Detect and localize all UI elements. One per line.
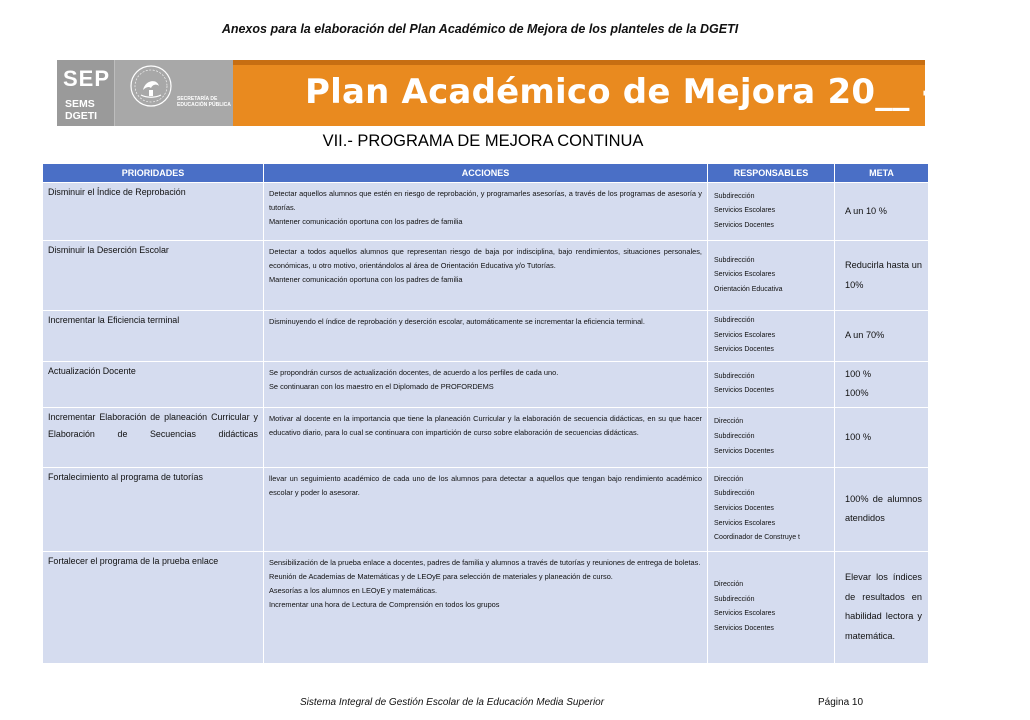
cell-prioridad: Incrementar la Eficiencia terminal	[43, 311, 264, 362]
dgeti-logo-text: DGETI	[65, 110, 98, 122]
cell-meta	[835, 183, 929, 241]
responsable-line: Orientación Educativa	[714, 285, 783, 293]
national-seal-icon	[129, 64, 173, 108]
header-acciones: ACCIONES	[264, 164, 708, 183]
table-row	[43, 183, 929, 241]
cell-responsables	[708, 361, 835, 407]
table-row	[43, 241, 929, 311]
table-row	[43, 551, 929, 663]
table-row	[43, 407, 929, 467]
accion-line: Mantener comunicación oportuna con los padres de familia	[269, 275, 463, 285]
accion-line: Detectar aquellos alumnos que estén en riesgo de reprobación, y programarles asesorías, a través de los programas de asesoría y tutorías.	[269, 189, 702, 213]
table-header-row	[43, 164, 929, 183]
cell-meta	[835, 407, 929, 467]
meta-line: 100 %	[845, 368, 872, 379]
meta-line: A un 10 %	[845, 205, 887, 216]
cell-responsables	[708, 241, 835, 311]
responsable-line: Subdirección	[714, 256, 755, 264]
table-row	[43, 311, 929, 362]
meta-line: Elevar los índices de resultados en habilidad lectora y matemática.	[845, 572, 922, 641]
header-meta: META	[835, 164, 929, 183]
accion-line: Motivar al docente en la importancia que tiene la planeación Curricular y la elaboración de secuencia didácticas, en su que hacer educativo diario, para lo cual se continuara con impartición de curso sobre elaboración de secuencias didácticas.	[269, 413, 702, 437]
cell-meta	[835, 467, 929, 551]
improvement-table-container	[42, 163, 928, 664]
accion-line: Se propondrán cursos de actualización docentes, de acuerdo a los perfiles de cada uno.	[269, 367, 559, 377]
meta-line: 100 %	[845, 431, 872, 442]
accion-line: Disminuyendo el índice de reprobación y deserción escolar, automáticamente se incrementar la eficiencia terminal.	[269, 317, 645, 326]
accion-line: Reunión de Academias de Matemáticas y de LEOyE para selección de materiales y planeación de curso.	[269, 571, 613, 581]
responsable-line: Subdirección	[714, 192, 755, 200]
responsable-line: Dirección	[714, 418, 744, 426]
cell-meta	[835, 361, 929, 407]
responsable-line: Subdirección	[714, 432, 755, 440]
cell-prioridad: Actualización Docente	[43, 361, 264, 407]
cell-acciones	[264, 183, 708, 241]
responsable-line: Servicios Docentes	[714, 221, 774, 229]
table-row	[43, 361, 929, 407]
cell-meta	[835, 241, 929, 311]
responsable-line: Subdirección	[714, 490, 755, 498]
cell-acciones	[264, 241, 708, 311]
responsable-line: Subdirección	[714, 595, 755, 603]
document-header: Anexos para la elaboración del Plan Académico de Mejora de los planteles de la DGETI	[221, 22, 739, 36]
accion-line: Mantener comunicación oportuna con los padres de familia	[269, 217, 463, 227]
plan-banner	[57, 60, 1030, 126]
responsable-line: Servicios Escolares	[714, 610, 776, 618]
header-prioridades: PRIORIDADES	[43, 164, 264, 183]
responsable-line: Servicios Escolares	[714, 271, 776, 279]
footer-text: Sistema Integral de Gestión Escolar de la Educación Media Superior	[300, 697, 605, 708]
responsable-line: Dirección	[714, 475, 744, 483]
responsable-line: Servicios Escolares	[714, 519, 776, 527]
accion-line: Se continuaran con los maestro en el Diplomado de PROFORDEMS	[269, 381, 494, 391]
cell-prioridad: Fortalecimiento al programa de tutorías	[43, 467, 264, 551]
cell-acciones	[264, 467, 708, 551]
sep-logo	[57, 60, 115, 126]
meta-line: 100% de alumnos atendidos	[845, 493, 922, 524]
cell-acciones	[264, 311, 708, 362]
responsable-line: Servicios Docentes	[714, 447, 774, 455]
improvement-table	[42, 163, 929, 664]
cell-meta	[835, 311, 929, 362]
cell-prioridad: Disminuir la Deserción Escolar	[43, 241, 264, 311]
meta-line: A un 70%	[845, 330, 885, 341]
page-number: Página 10	[818, 697, 864, 708]
table-row	[43, 467, 929, 551]
header-responsables: RESPONSABLES	[708, 164, 835, 183]
responsable-line: Subdirección	[714, 372, 755, 380]
responsable-line: Servicios Docentes	[714, 624, 774, 632]
responsable-line: Coordinador de Construye t	[714, 534, 800, 542]
cell-prioridad: Fortalecer el programa de la prueba enlace	[43, 551, 264, 663]
seal-area	[115, 60, 233, 126]
meta-line: 100%	[845, 388, 869, 399]
section-title: VII.- PROGRAMA DE MEJORA CONTINUA	[322, 132, 644, 150]
cell-responsables	[708, 407, 835, 467]
cell-meta	[835, 551, 929, 663]
cell-prioridad: Incrementar Elaboración de planeación Curricular y Elaboración de Secuencias didácticas	[43, 407, 264, 467]
table-body	[43, 183, 929, 664]
sems-logo-text: SEMS	[65, 98, 95, 110]
seal-caption: SECRETARÍA DE EDUCACIÓN PÚBLICA	[177, 96, 231, 108]
accion-line: Sensibilización de la prueba enlace a docentes, padres de familia y alumnos a través de tutorías y reuniones de entrega de boletas.	[269, 557, 701, 567]
cell-responsables	[708, 183, 835, 241]
banner-title: Plan Académico de Mejora 20__ - 20__	[305, 72, 1030, 112]
responsable-line: Dirección	[714, 581, 744, 589]
cell-responsables	[708, 311, 835, 362]
sep-logo-text: SEP	[63, 66, 111, 91]
accion-line: Detectar a todos aquellos alumnos que representan riesgo de baja por indisciplina, bajo rendimientos, situaciones personales, económicas, u otro motivo, orientándolos al área de Orientación Educativa y/o Tutorías.	[269, 247, 702, 271]
accion-line: llevar un seguimiento académico de cada uno de los alumnos para detectar a aquellos que tengan bajo rendimiento académico escolar y poder lo asesorar.	[269, 473, 702, 497]
accion-line: Asesorías a los alumnos en LEOyE y matemáticas.	[269, 586, 438, 596]
cell-acciones	[264, 551, 708, 663]
responsable-line: Servicios Escolares	[714, 331, 776, 339]
responsable-line: Servicios Docentes	[714, 387, 774, 395]
cell-acciones	[264, 361, 708, 407]
banner-logo-area	[57, 60, 233, 126]
meta-line: Reducirla hasta un 10%	[845, 260, 922, 290]
cell-acciones	[264, 407, 708, 467]
responsable-line: Servicios Docentes	[714, 346, 774, 354]
cell-prioridad: Disminuir el Índice de Reprobación	[43, 183, 264, 241]
responsable-line: Servicios Docentes	[714, 504, 774, 512]
cell-responsables	[708, 467, 835, 551]
responsable-line: Servicios Escolares	[714, 207, 776, 215]
accion-line: Incrementar una hora de Lectura de Comprensión en todos los grupos	[269, 600, 500, 610]
responsable-line: Subdirección	[714, 317, 755, 324]
cell-responsables	[708, 551, 835, 663]
